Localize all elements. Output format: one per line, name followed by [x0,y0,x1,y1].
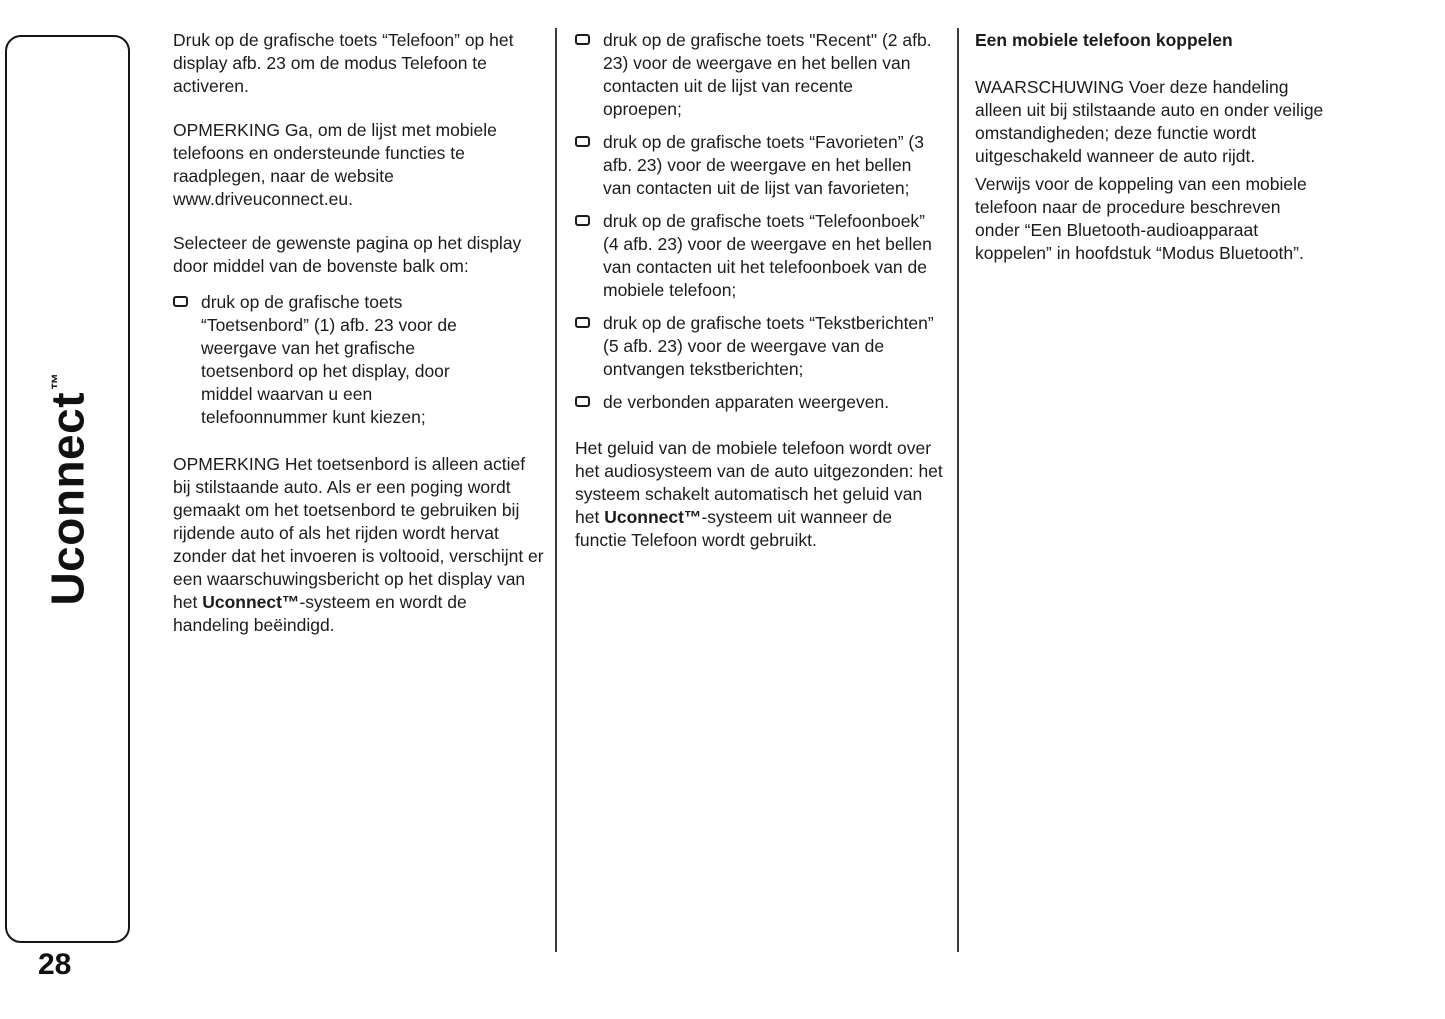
uconnect-brand-text: Uconnect™ [202,592,300,612]
column-2 [575,29,943,573]
paragraph-note: OPMERKING Ga, om de lijst met mobiele telefoons en ondersteunde functies te raadplegen, naar de website www.driveuconnect.eu. [173,120,497,209]
chapter-tab [5,35,130,943]
bullet-square-icon [575,215,590,226]
list-item-text: druk op de grafische toets “Tekstberichten” (5 afb. 23) voor de weergave van de ontvangen tekstberichten; [603,313,934,379]
list-item [173,291,545,429]
section-heading: Een mobiele telefoon koppelen [975,30,1233,50]
chapter-title [7,37,128,941]
bullet-square-icon [575,34,590,45]
paragraph: Verwijs voor de koppeling van een mobiele telefoon naar de procedure beschreven onder “Een Bluetooth-audioapparaat koppelen” in hoofdstuk “Modus Bluetooth”. [975,174,1307,263]
paragraph-note: OPMERKING Het toetsenbord is alleen actief bij stilstaande auto. Als er een poging wordt gemaakt om het toetsenbord te gebruiken bij rijdende auto of als het rijden wordt hervat zonder dat het invoeren is voltooid, verschijnt er een waarschuwingsbericht op het display van het Uconnect™-systeem en wordt de handeling beëindigd. [173,454,544,635]
list-item [575,391,943,414]
trademark-symbol: ™ [48,372,68,390]
column-3 [975,29,1327,286]
list-item [575,131,943,200]
column-divider [555,28,557,952]
paragraph: Selecteer de gewenste pagina op het display door middel van de bovenste balk om: [173,233,522,276]
list-item [575,29,943,121]
column-divider [957,28,959,952]
chapter-title-text: Uconnect [41,391,94,606]
paragraph: Druk op de grafische toets “Telefoon” op het display afb. 23 om de modus Telefoon te activeren. [173,30,514,96]
paragraph-warning: WAARSCHUWING Voer deze handeling alleen uit bij stilstaande auto en onder veilige omstandigheden; deze functie wordt uitgeschakeld wanneer de auto rijdt. [975,77,1324,166]
bullet-square-icon [575,317,590,328]
paragraph: Het geluid van de mobiele telefoon wordt over het audiosysteem van de auto uitgezonden: het systeem schakelt automatisch het geluid van het Uconnect™-systeem uit wanneer de functie Telefoon wordt gebruikt. [575,438,943,550]
bullet-square-icon [575,136,590,147]
list-item-text: druk op de grafische toets “Favorieten” (3 afb. 23) voor de weergave en het bellen van contacten uit de lijst van favorieten; [603,132,924,198]
bullet-square-icon [575,396,590,407]
list-item [575,210,943,302]
uconnect-brand-text: Uconnect™ [604,507,702,527]
page-number: 28 [38,948,72,981]
bullet-square-icon [173,296,188,307]
column-1 [173,29,545,658]
list-item-text: druk op de grafische toets “Toetsenbord” (1) afb. 23 voor de weergave van het grafische toetsenbord op het display, door middel waarvan u een telefoonnummer kunt kiezen; [201,292,457,427]
list-item-text: druk op de grafische toets “Telefoonboek” (4 afb. 23) voor de weergave en het bellen van contacten uit het telefoonboek van de mobiele telefoon; [603,211,932,300]
list-item [575,312,943,381]
list-item-text: druk op de grafische toets "Recent" (2 afb. 23) voor de weergave en het bellen van contacten uit de lijst van recente oproepen; [603,30,932,119]
list-item-text: de verbonden apparaten weergeven. [603,392,890,412]
